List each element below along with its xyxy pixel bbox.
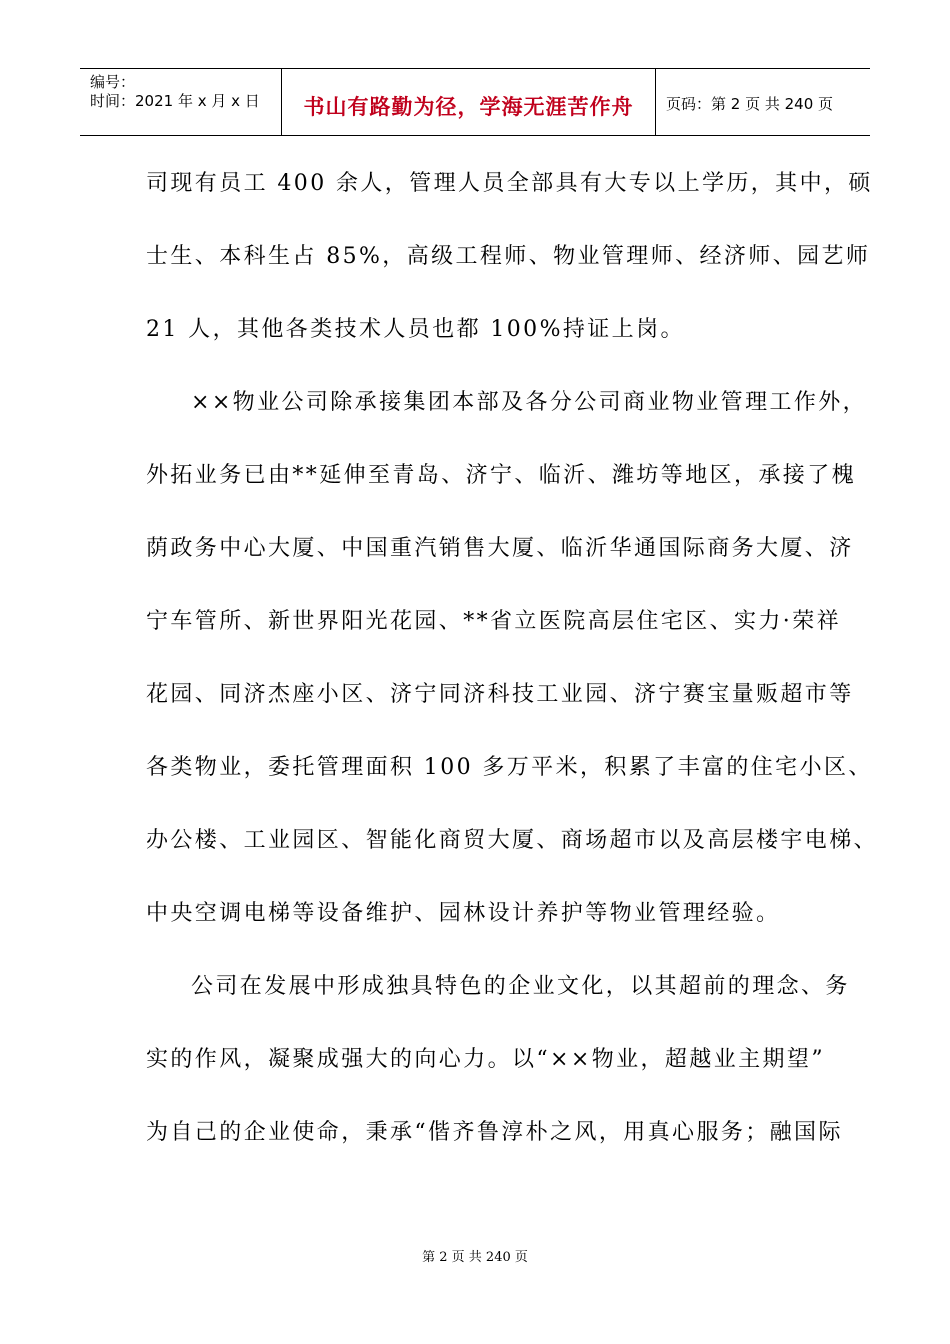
paragraph-first-line: 公司在发展中形成独具特色的企业文化，以其超前的理念、务: [191, 974, 850, 999]
page-header: [80, 68, 870, 136]
body-line: 21 人，其他各类技术人员也都 100%持证上岗。: [146, 317, 685, 342]
body-line: 实的作风，凝聚成强大的向心力。以“××物业，超越业主期望”: [146, 1047, 825, 1072]
body-line: 荫政务中心大厦、中国重汽销售大厦、临沂华通国际商务大厦、济: [146, 536, 854, 561]
page-footer: 第 2 页 共 240 页: [422, 1250, 528, 1265]
header-motto-cell: [282, 69, 656, 135]
header-motto: 书山有路勤为径，学海无涯苦作舟: [303, 95, 634, 119]
body-line: 宁车管所、新世界阳光花园、**省立医院高层住宅区、实力·荣祥: [146, 609, 841, 634]
body-line: 外拓业务已由**延伸至青岛、济宁、临沂、潍坊等地区，承接了槐: [146, 463, 857, 488]
document-date-label: 时间：2021 年 x 月 x 日: [90, 92, 260, 110]
header-page-cell: [656, 69, 870, 135]
body-line: 中央空调电梯等设备维护、园林设计养护等物业管理经验。: [146, 901, 781, 926]
header-page-info: 页码：第 2 页 共 240 页: [666, 95, 834, 113]
body-line: 各类物业，委托管理面积 100 多万平米，积累了丰富的住宅小区、: [146, 755, 873, 780]
body-line: 司现有员工 400 余人，管理人员全部具有大专以上学历，其中，硕: [146, 171, 873, 196]
document-number-label: 编号：: [90, 73, 136, 91]
header-meta-cell: [80, 69, 282, 135]
body-line: 为自己的企业使命，秉承“偕齐鲁淳朴之风，用真心服务；融国际: [146, 1120, 843, 1145]
paragraph-first-line: ××物业公司除承接集团本部及各分公司商业物业管理工作外，: [191, 390, 868, 415]
body-line: 士生、本科生占 85%，高级工程师、物业管理师、经济师、园艺师: [146, 244, 871, 269]
body-line: 办公楼、工业园区、智能化商贸大厦、商场超市以及高层楼宇电梯、: [146, 828, 879, 853]
body-line: 花园、同济杰座小区、济宁同济科技工业园、济宁赛宝量贩超市等: [146, 682, 854, 707]
